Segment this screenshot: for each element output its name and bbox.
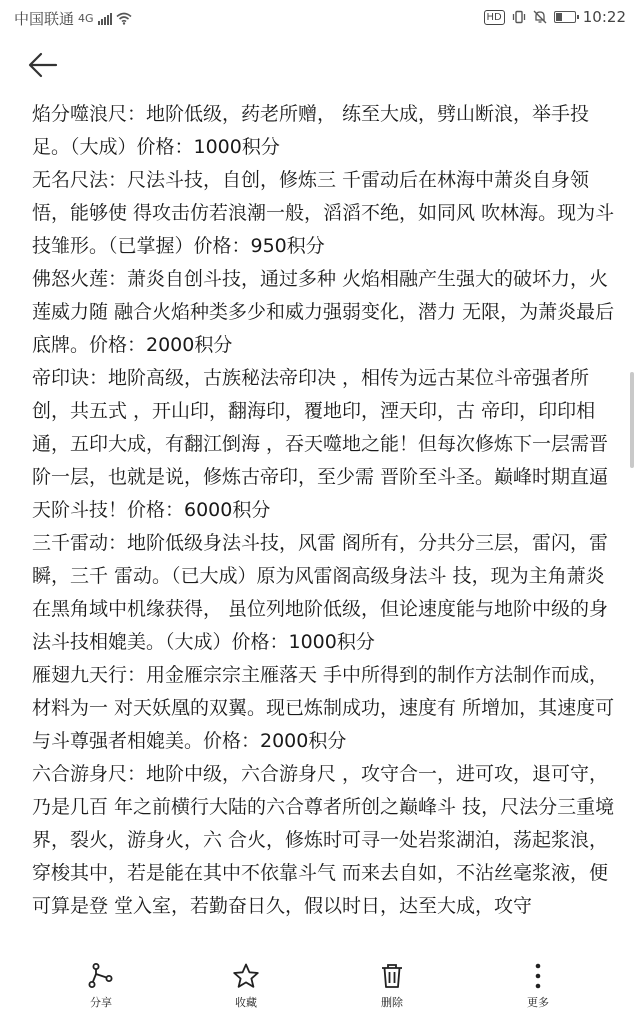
article-paragraph: 佛怒火莲：萧炎自创斗技，通过多种 火焰相融产生强大的破坏力，火莲威力随 融合火焰种类多少和威力强弱变化，潜力 无限，为萧炎最后底牌。价格：2000积分: [32, 268, 615, 356]
back-arrow-icon: [26, 48, 60, 82]
delete-label: 删除: [381, 996, 403, 1009]
more-button[interactable]: [488, 962, 588, 1010]
favorite-label: 收藏: [235, 996, 257, 1009]
hd-badge: HD: [484, 10, 505, 25]
article-paragraph: 帝印诀：地阶高级，古族秘法帝印决 ，相传为远古某位斗帝强者所创，共五式 ，开山印，翻海印，覆地印，湮天印，古 帝印，印印相通，五印大成，有翻江倒海 ，吞天噬地之能！但每次修炼下一层需晋阶一层，也就是说，修炼古帝印，至少需 晋阶至斗圣。巅峰时期直逼天阶斗技！价格：6000积分: [32, 367, 609, 521]
wifi-icon: [116, 12, 132, 25]
delete-button[interactable]: [342, 962, 442, 1010]
clock: 10:22: [582, 8, 626, 26]
share-button[interactable]: [51, 962, 151, 1010]
status-right: [484, 8, 626, 26]
carrier-name: 中国联通: [14, 10, 75, 28]
bottom-toolbar: [0, 952, 640, 1024]
share-label: 分享: [90, 996, 112, 1009]
article-paragraph: 无名尺法：尺法斗技，自创，修炼三 千雷动后在林海中萧炎自身领悟，能够使 得攻击仿若浪潮一般，滔滔不绝，如同风 吹林海。现为斗技雏形。（已掌握）价格：950积分: [32, 169, 615, 257]
status-left: [14, 8, 132, 29]
share-icon: [87, 962, 115, 990]
vibrate-icon: [512, 10, 526, 24]
scrollbar[interactable]: [630, 372, 634, 468]
article-paragraph: 六合游身尺：地阶中级，六合游身尺 ，攻守合一，进可攻，退可守，乃是几百 年之前横行大陆的六合尊者所创之巅峰斗 技，尺法分三重境界，裂火，游身火，六 合火，修炼时可寻一处岩浆湖泊，荡起浆浪，穿梭其中，若是能在其中不依靠斗气 而来去自如，不沾丝毫浆液，便可算是登 堂入室，若勤奋日久，假以时日，达至大成，攻守: [32, 763, 615, 917]
trash-icon: [378, 962, 406, 990]
star-icon: [232, 962, 260, 990]
back-button[interactable]: [26, 48, 60, 82]
more-vertical-icon: [524, 962, 552, 990]
article-paragraph: 雁翅九天行：用金雁宗宗主雁落天 手中所得到的制作方法制作而成，材料为一 对天妖凰的双翼。现已炼制成功，速度有 所增加，其速度可与斗尊强者相媲美。价格：2000积分: [32, 664, 615, 752]
network-type: 4G: [78, 12, 94, 25]
favorite-button[interactable]: [196, 962, 296, 1010]
status-bar: [0, 0, 640, 34]
signal-icon: [98, 13, 112, 25]
battery-icon: [554, 11, 576, 23]
article-paragraph: 焰分噬浪尺：地阶低级，药老所赠， 练至大成，劈山断浪，举手投足。（大成）价格：1000积分: [32, 103, 590, 158]
article-body: [32, 98, 617, 953]
more-label: 更多: [527, 996, 549, 1009]
mute-bell-icon: [533, 10, 547, 24]
article-paragraph: 三千雷动：地阶低级身法斗技，风雷 阁所有，分共分三层，雷闪，雷瞬，三千 雷动。（已大成）原为风雷阁高级身法斗 技，现为主角萧炎在黑角域中机缘获得， 虽位列地阶低级，但论速度能与地阶中级的身法斗技相媲美。（大成）价格：1000积分: [32, 532, 609, 653]
